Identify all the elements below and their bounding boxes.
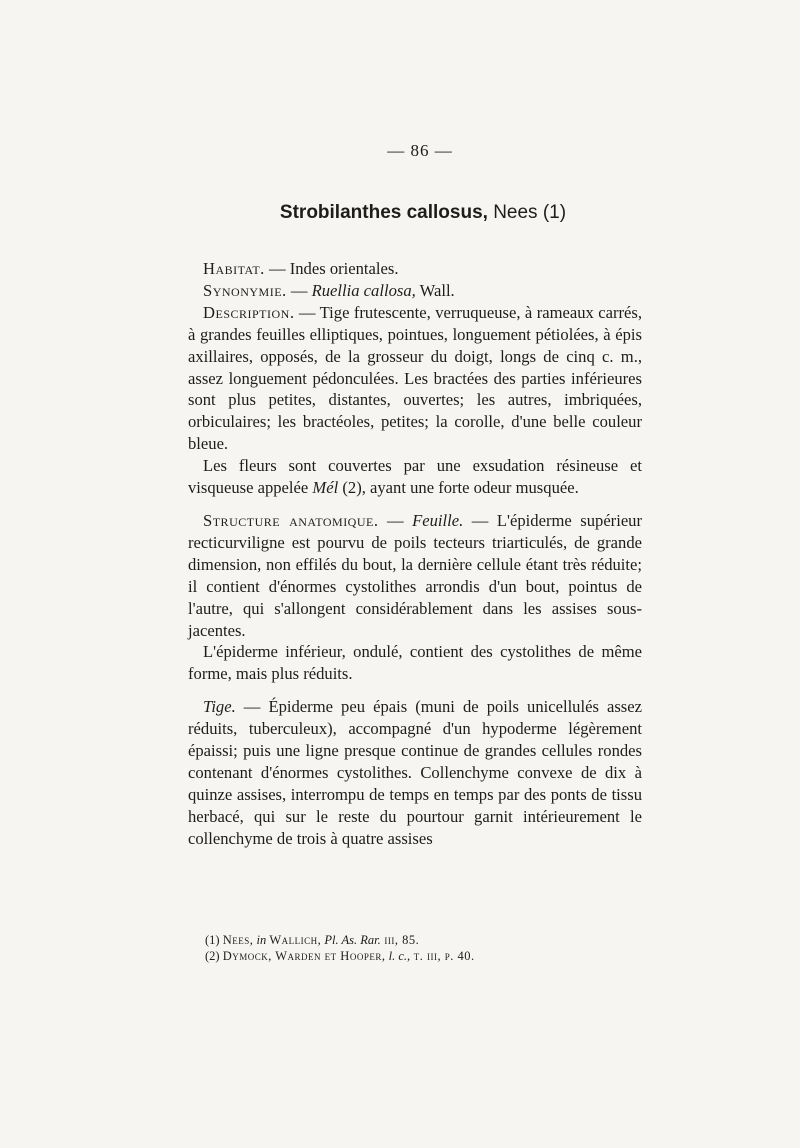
footnote-ref-title: Pl. As. Rar. [321,933,381,947]
footnotes [205,932,645,964]
synonymie-label: Synonymie. [203,280,287,300]
habitat-label: Habitat. [203,259,265,278]
habitat-text: — Indes orientales. [264,259,399,278]
tige-term: Tige. [203,697,236,717]
footnote-mark: (1) [205,933,223,947]
lower-epidermis-paragraph: L'épiderme inférieur, ondulé, contient des cystolithes de même forme, mais plus réduits. [188,642,642,684]
description-text: — Tige frutescente, verruqueuse, à rameaux carrés, à grandes feuilles elliptiques, pointues, longuement pétiolées, à épis axillaires, opposés, de la grosseur du doigt, longs de cinq c. m., assez longuement pédonculées. Les bractées des parties inférieures sont plus petites, distantes, ouvertes; les autres, imbriquées, orbiculaires; les bractéoles, petites; la corolle, d'une belle couleur bleue. [188,302,642,454]
synonymie-paragraph [188,280,642,302]
footnote-ref-author: Wallich, [269,933,322,947]
footnote-ref-rest: t. iii, p. 40. [410,949,475,963]
synonymie-name: Ruellia callosa, [311,280,416,300]
synonymie-dash: — [286,280,312,300]
flowers-term: Mél [312,478,339,498]
species-title [0,202,800,224]
habitat-paragraph [188,258,642,280]
page-number: — 86 — [387,141,453,160]
footnote-authors: Dymock, Warden et Hooper, [222,949,386,963]
structure-term: Feuille. [412,510,464,530]
footnote-ref-title: l. c., [385,949,411,963]
structure-text: — L'épiderme supérieur recticurviligne est pourvu de poils tecteurs triarticulés, de grande dimension, non effilés du bout, la dernière cellule étant très réduite; il contient d'énormes cystolithes arrondis d'un bout, pointus de l'autre, qui s'allongent considérablement dans les assises sous-jacentes. [188,510,643,640]
footnote-ref-rest: iii, 85. [380,933,420,947]
tige-text: — Épiderme peu épais (muni de poils unicellulés assez réduits, tuberculeux), accompagné d'un hypoderme légèrement épaissi; puis une ligne presque continue de grandes cellules rondes contenant d'énormes cystolithes. Collenchyme convexe de dix à quinze assises, interrompu de temps en temps par des ponts de tissu herbacé, qui sur le reste du pourtour garnit intérieurement le collenchyme de trois à quatre assises [188,697,642,848]
footnote-1 [205,932,645,948]
footnote-in: in [253,933,270,947]
flowers-paragraph [188,455,642,499]
description-paragraph [188,302,642,455]
structure-paragraph [188,510,642,641]
description-label: Description. [203,302,295,322]
tige-paragraph [188,696,642,849]
synonymie-text: Wall. [415,280,455,300]
structure-label: Structure anatomique. [203,510,379,530]
species-name: Strobilanthes callosus, [279,202,488,223]
footnote-2 [205,948,645,964]
structure-dash: — [378,510,413,530]
species-author: Nees (1) [493,202,567,223]
flowers-text-before: Les fleurs sont couvertes par une exsudation résineuse et visqueuse appelée [188,456,642,498]
footnote-mark: (2) [205,949,223,963]
footnote-author: Nees, [222,933,254,947]
flowers-text-after: (2), ayant une forte odeur musquée. [338,478,579,498]
body-text [188,258,642,850]
